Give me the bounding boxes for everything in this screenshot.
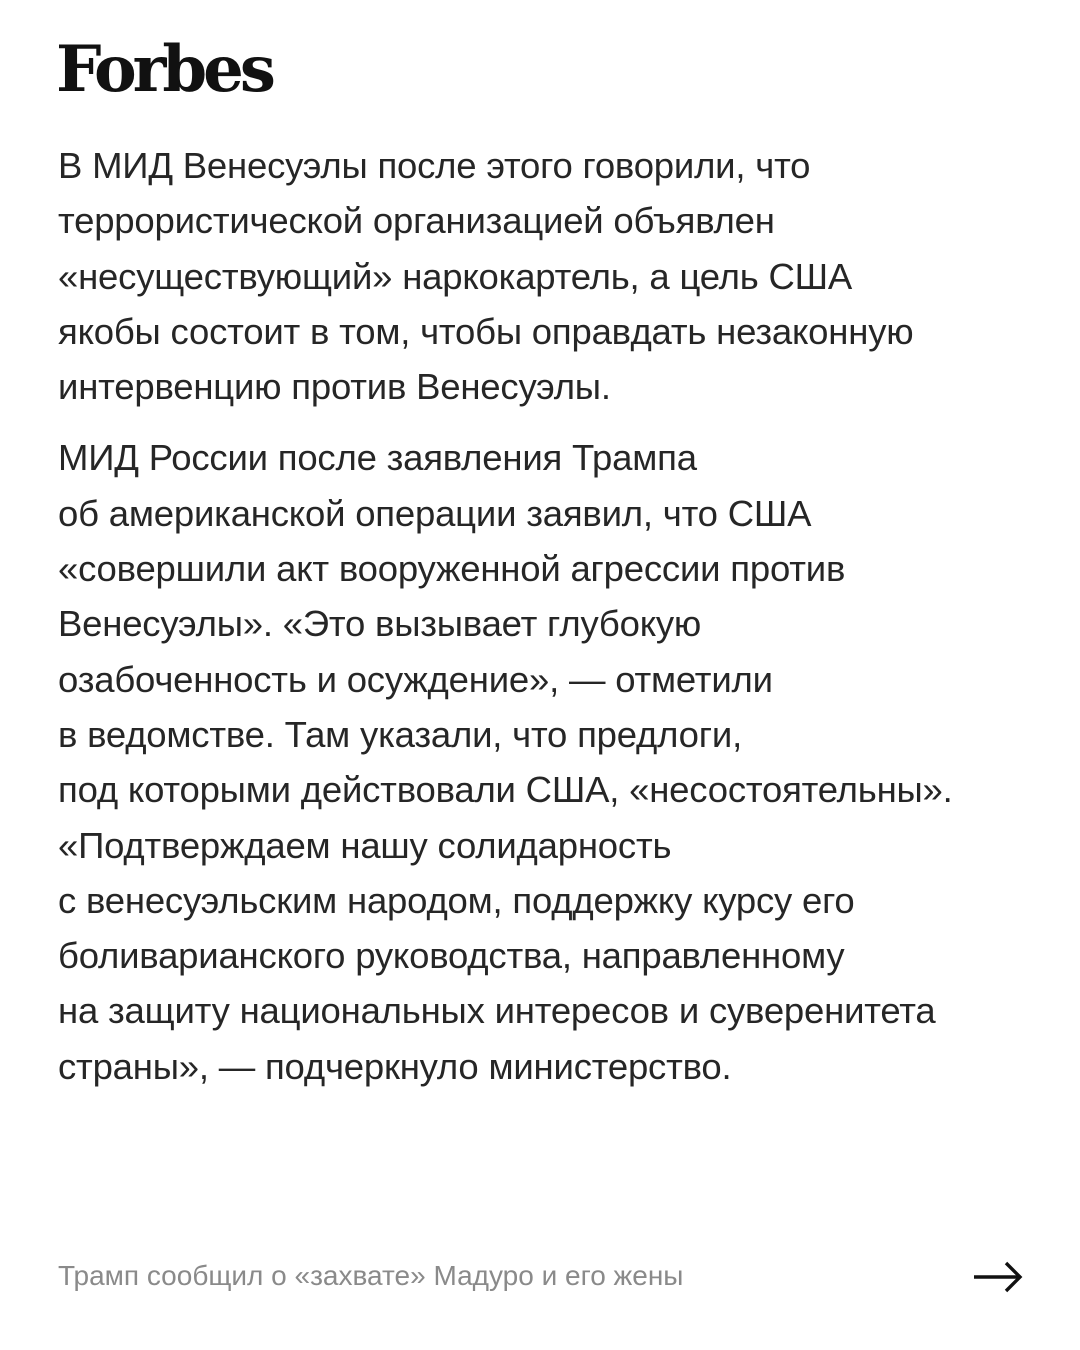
next-article-title: Трамп сообщил о «захвате» Мадуро и его жены <box>58 1260 684 1291</box>
text-line: «Подтверждаем нашу солидарность <box>58 824 672 866</box>
text-line: в ведомстве. Там указали, что предлоги, <box>58 713 743 755</box>
text-line: якобы состоит в том, чтобы оправдать незаконную <box>58 310 914 352</box>
text-line: боливарианского руководства, направленному <box>58 935 845 977</box>
article-paragraph <box>58 430 1038 1094</box>
text-line: В МИД Венесуэлы после этого говорили, что <box>58 145 811 186</box>
text-line: «совершили акт вооруженной агрессии против <box>58 548 846 590</box>
text-line: об американской операции заявил, что США <box>58 492 812 534</box>
text-line: страны», — подчеркнуло министерство. <box>58 1045 732 1087</box>
text-line: под которыми действовали США, «несостоятельны». <box>58 769 953 811</box>
text-line: озабоченность и осуждение», — отметили <box>58 658 773 700</box>
text-line: «несуществующий» наркокартель, а цель США <box>58 255 853 297</box>
text-line: террористической организацией объявлен <box>58 200 775 242</box>
text-line: МИД России после заявления Трампа <box>58 437 697 479</box>
text-line: интервенцию против Венесуэлы. <box>58 366 611 408</box>
article-body <box>58 138 1038 1094</box>
article-paragraph <box>58 138 1038 414</box>
forbes-logo: Forbes <box>56 32 272 107</box>
next-article-link[interactable] <box>58 1256 1028 1300</box>
text-line: с венесуэльским народом, поддержку курсу его <box>58 879 855 921</box>
text-line: на защиту национальных интересов и суверенитета <box>58 990 936 1032</box>
arrow-right-icon[interactable] <box>972 1258 1024 1296</box>
text-line: Венесуэлы». «Это вызывает глубокую <box>58 603 702 645</box>
